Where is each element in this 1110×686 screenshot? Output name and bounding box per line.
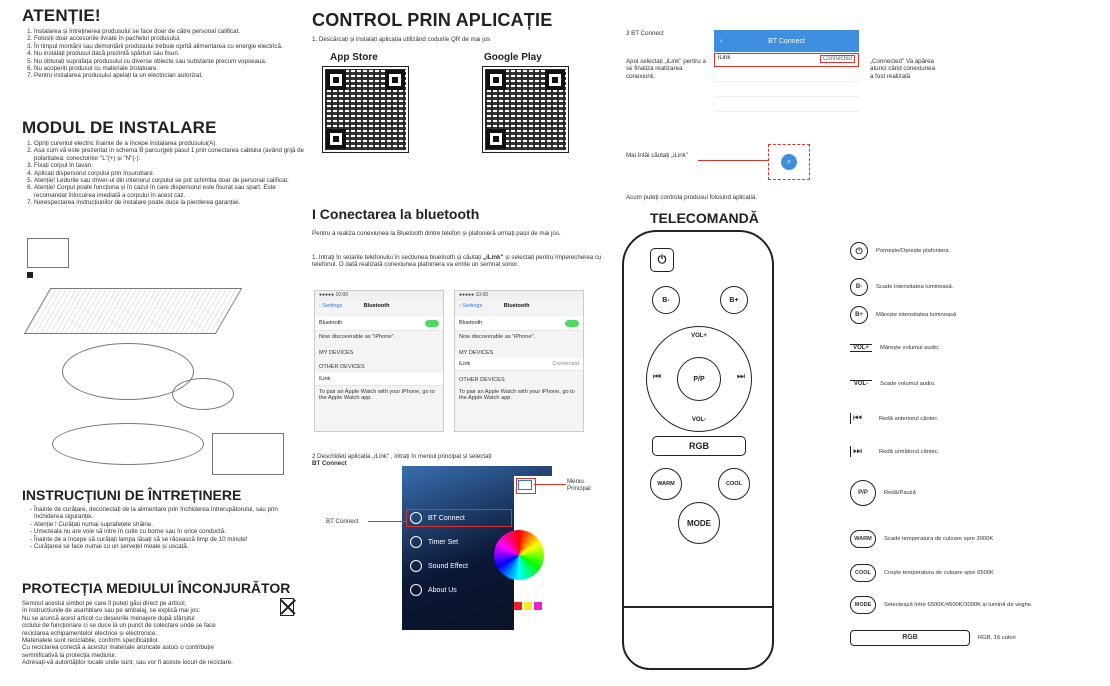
search-button-highlight (768, 144, 810, 180)
callout-bt-connect: BT Connect (326, 518, 359, 525)
legend-prev: ⏮ Redă anteriorul cântec. (850, 413, 939, 424)
remote-control (622, 230, 774, 670)
color-wheel[interactable] (494, 530, 544, 580)
bt-connect-phone (714, 30, 859, 140)
menu-item-about-us[interactable]: About Us (410, 578, 510, 602)
list-item: - Curățarea se face numai cu un șervețel moale și uscată. (34, 543, 304, 550)
list-item: 6. Nu acoperiți produsul cu materiale izolatoare. (34, 65, 304, 72)
list-item: 1. Opriți curentul electric înainte de a începe instalarea produsului(A). (34, 140, 309, 147)
vol-down-icon: VOL- (850, 380, 872, 387)
bt-intro: Pentru a realiza conexiunea la Bluetooth dintre telefon și plafonieră urmați pașii de mai jos. (312, 230, 561, 237)
mediu-line: Nu se aruncă acest articol cu deșeurile menajere după sfârșitul (22, 614, 195, 622)
search-icon[interactable]: ⌕ (781, 154, 797, 170)
color-wheel-panel (514, 476, 552, 630)
device-row-ilink[interactable]: iLink (315, 373, 443, 386)
bt-step1-text-b: și selectați pentru împerecherea cu telefonul. O dată realizată conexiunea plafoniera va emite un semnal sonor. (312, 254, 602, 269)
brightness-down-button[interactable]: B- (652, 286, 680, 314)
play-pause-button[interactable]: P/P (677, 357, 721, 401)
mediu-line: în instrucțiunile de asamblare sau pe ambalaj, se explică mai jos: (22, 607, 201, 615)
connected-note: „Connected" Va apărea atunci când conexiunea a fost realizată (870, 58, 936, 80)
list-item: 5. Atenție! Ledurile sau driver-ul din interiorul corpului se pot schimba doar de personal calificat. (34, 177, 309, 184)
list-item: 7. Nerespectarea instrucțiunilor de instalare poate duce la pierderea garanției. (34, 199, 309, 206)
mediu-line: reciclarea echipamentelor electrice și electronice. (22, 629, 158, 637)
rgb-button[interactable]: RGB (652, 436, 746, 456)
atentie-list (22, 28, 304, 80)
vol-down-button[interactable]: VOL- (691, 417, 707, 423)
list-item: 6. Atenție! Corpul poate funcționa și în cazul în care dispersorul este fisurat sau spart. Este recomandat înlocuirea imediată a corpului în acest caz. (34, 184, 309, 199)
connected-status: Connected (552, 361, 579, 368)
search-note: Mai întâi căutați „iLink" (626, 152, 689, 159)
list-item: 1. Instalarea și întreținerea produsului se face doar de către personal calificat. (34, 28, 304, 35)
legend-vol-plus: VOL+ Mărește volumul audio. (850, 344, 940, 352)
lamp-base-sketch (172, 378, 234, 410)
dpad-ring (646, 326, 752, 432)
list-item: 5. Nu obturați suprafața produsului cu diverse obiecte sau substanțe precum vopseaua. (34, 58, 304, 65)
list-item: 2. Folosiți doar accesoriile livrate în pachetul produsului. (34, 35, 304, 42)
my-devices-header: MY DEVICES (459, 349, 494, 356)
apoi-text: Apoi selectați „iLink" pentru a se finaliza realizarea conexiunii. (626, 58, 706, 80)
cool-button[interactable]: COOL (718, 468, 750, 500)
color-swatch-pink[interactable] (534, 602, 542, 610)
power-button[interactable]: ⏻ (650, 248, 674, 272)
installation-diagram (22, 228, 292, 478)
mediu-line: Cu reciclarea corectă a acestor materiale aruncate astuci o contribuție (22, 644, 214, 652)
nav-bar: ‹ Settings Bluetooth (459, 303, 530, 309)
warm-button[interactable]: WARM (650, 468, 682, 500)
list-item: - Înainte de curățare, deconectați de la alimentare prin închiderea întrerupătorului, sau prin închiderea siguranței. (34, 506, 304, 521)
legend-rgb: RGB RGB, 16 culori (850, 630, 1016, 646)
my-devices-header: MY DEVICES (319, 349, 354, 356)
legend-power: ⏻ Pornește/Oprește plafoniera. (850, 242, 950, 260)
mediu-text (22, 600, 272, 667)
list-item: 2. Asa cum vă este prezentat în schema B parcurgeți pasul 1 prin conectarea cablului (având grijă de polaritatea: conectorilor "L"(+) și "N"(-). (34, 147, 309, 162)
bluetooth-toggle[interactable] (565, 320, 579, 327)
brightness-up-button[interactable]: B+ (720, 286, 748, 314)
weee-bin-icon (280, 598, 294, 616)
led-panel-sketch (24, 288, 243, 334)
phone-header: ‹ BT Connect (714, 30, 859, 52)
menu-item-sound-effect[interactable]: Sound Effect (410, 554, 510, 578)
legend-b-minus: B- Scade intensitatea luminoasă. (850, 278, 953, 296)
list-item: - Umezeala nu are voie să intre în cutie cu borne sau în orice conductă. (34, 528, 304, 535)
remote-divider (624, 606, 772, 608)
list-item: 3. În timpul montării sau demontării produsului trebuie oprită alimentarea cu energie electrică. (34, 43, 304, 50)
control-step1: 1. Descărcați și instalați aplicația utilizând codurile QR de mai jos (312, 36, 491, 43)
list-item: 4. Nu instalați produsul dacă prezintă spărturi sau fisuri. (34, 50, 304, 57)
intretinere-list (22, 506, 304, 550)
label-a-marker (27, 272, 33, 278)
bt-connect-highlight (406, 509, 512, 527)
menu-highlight (516, 478, 536, 494)
phone-screenshot-2 (454, 290, 584, 432)
step3-label: 3 BT Connect (626, 30, 664, 37)
info-icon (410, 584, 422, 596)
bt-step2-bold: BT Connect (312, 460, 347, 468)
bt-title: I Conectarea la bluetooth (312, 206, 480, 222)
bluetooth-toggle[interactable] (425, 320, 439, 327)
list-item: 3. Fixați corpul în tavan. (34, 162, 309, 169)
diffuser-sketch (52, 423, 204, 465)
menu-item-timer-set[interactable]: Timer Set (410, 530, 510, 554)
menu-item-bt-connect[interactable]: BT Connect (410, 506, 510, 530)
intretinere-title: INSTRUCȚIUNI DE ÎNTREȚINERE (22, 487, 242, 503)
mediu-title: PROTECȚIA MEDIULUI ÎNCONJURĂTOR (22, 580, 291, 596)
bluetooth-toggle-row[interactable]: Bluetooth (455, 317, 583, 331)
clock-icon (410, 536, 422, 548)
next-track-icon[interactable]: ⏭ (736, 371, 745, 381)
telecomanda-title: TELECOMANDĂ (650, 210, 759, 226)
control-title: CONTROL PRIN APLICAȚIE (312, 10, 553, 30)
warm-icon: WARM (850, 530, 876, 548)
callout-line-meniu (534, 484, 566, 485)
connected-status: Connected (820, 55, 855, 63)
nav-bar: ‹ Settings Bluetooth (319, 303, 390, 309)
color-swatch-red[interactable] (514, 602, 522, 610)
callout-line-bt (368, 521, 406, 522)
legend-mode: MODE Selectează între 6500K/4500K/3000K și lumină de veghe. (850, 596, 1033, 614)
mediu-line: ciclului de funcționare ci se duce la un punct de colectare unde se face (22, 622, 216, 630)
instalare-list (22, 140, 309, 207)
cool-icon: COOL (850, 564, 876, 582)
wiring-sketch-b (212, 433, 284, 475)
device-row-ilink[interactable]: iLink Connected (714, 52, 859, 67)
bt-step1 (312, 254, 602, 269)
legend-next: ⏭ Redă următorul cântec. (850, 446, 939, 457)
app-store-qr-code[interactable] (322, 66, 409, 153)
bluetooth-toggle-row[interactable]: Bluetooth (315, 317, 443, 331)
discover-text: Now discoverable as "iPhone". (459, 334, 536, 340)
list-item: - Atenție ! Curățați numai suprafețele străine. (34, 521, 304, 528)
back-icon[interactable]: ‹ (720, 37, 723, 45)
app-store-label: App Store (330, 52, 378, 63)
mediu-line: semnificativă la protecția mediului. (22, 651, 117, 659)
device-row-ilink-connected[interactable]: iLink Connected (455, 358, 583, 371)
google-play-qr-code[interactable] (482, 66, 569, 153)
wiring-sketch-a (27, 238, 69, 268)
legend-pp: P/P Redă/Pauză (850, 480, 916, 506)
callout-meniu-principal: Meniu Principal (567, 478, 591, 493)
bt-step2-text: 2 Deschideți aplicația „iLink" , intrați în meniul principal și selectați (312, 453, 492, 460)
search-note-line (698, 160, 768, 161)
bt-step1-ilink: „iLink" (482, 254, 504, 261)
discover-text: Now discoverable as "iPhone". (319, 334, 396, 340)
google-play-label: Google Play (484, 52, 542, 63)
list-item: 4. Aplicați dispersorul corpului prin înșurubare. (34, 170, 309, 177)
legend-b-plus: B+ Mărește intensitatea luminoasă (850, 306, 956, 324)
legend-vol-minus: VOL- Scade volumul audio. (850, 380, 935, 387)
mode-icon: MODE (850, 596, 876, 614)
mediu-line: Adresați-vă autorităților locale unde sunt, sau vor fi aceste locuri de reciclare. (22, 659, 233, 667)
prev-track-icon: ⏮ (850, 413, 871, 424)
atentie-title: ATENȚIE! (22, 6, 101, 25)
prev-track-icon[interactable]: ⏮ (653, 371, 662, 381)
sound-icon (410, 560, 422, 572)
vol-up-icon: VOL+ (850, 344, 872, 352)
pair-hint: To pair an Apple Watch with your iPhone, go to the Apple Watch app. (319, 388, 435, 402)
acum-text: Acum puteți controla produsul folosind aplicația. (626, 194, 758, 201)
phone-screenshot-1 (314, 290, 444, 432)
brightness-down-icon: B- (850, 278, 868, 296)
app-menu-screenshot (402, 466, 552, 630)
mediu-line: Materialele sunt reciclabile, conform specificațiilor. (22, 637, 160, 645)
instalare-title: MODUL DE INSTALARE (22, 118, 217, 137)
legend-cool: COOL Crește temperatura de culoare spre 6500K (850, 564, 994, 582)
play-pause-icon: P/P (850, 480, 876, 506)
brightness-up-icon: B+ (850, 306, 868, 324)
bt-step1-text: 1. Intrați în setarile telefonului în secțiunea bluetooth și căutați (312, 254, 482, 261)
next-track-icon: ⏭ (850, 446, 871, 457)
rgb-icon: RGB (850, 630, 970, 646)
vol-up-button[interactable]: VOL+ (691, 333, 707, 339)
list-item: 7. Pentru instalarea produsului apelați la un electrician autorizat. (34, 72, 304, 79)
list-item: - Înainte de a începe să curățați lampa lăsați să se răcească timp de 10 minute! (34, 536, 304, 543)
pair-hint: To pair an Apple Watch with your iPhone, go to the Apple Watch app. (459, 388, 575, 402)
status-bar: ●●●●● 10:00 (315, 291, 443, 301)
other-devices-header: OTHER DEVICES (459, 377, 505, 384)
power-icon: ⏻ (850, 242, 868, 260)
mode-button[interactable]: MODE (678, 502, 720, 544)
color-swatch-yellow[interactable] (524, 602, 532, 610)
other-devices-header: OTHER DEVICES (319, 364, 365, 371)
mediu-line: Semnul acestui simbol pe care îl puteți găsi direct pe articol, (22, 600, 187, 607)
legend-warm: WARM Scade temperatura de culoare spre 3000K (850, 530, 993, 548)
status-bar: ●●●●● 10:00 (455, 291, 583, 301)
